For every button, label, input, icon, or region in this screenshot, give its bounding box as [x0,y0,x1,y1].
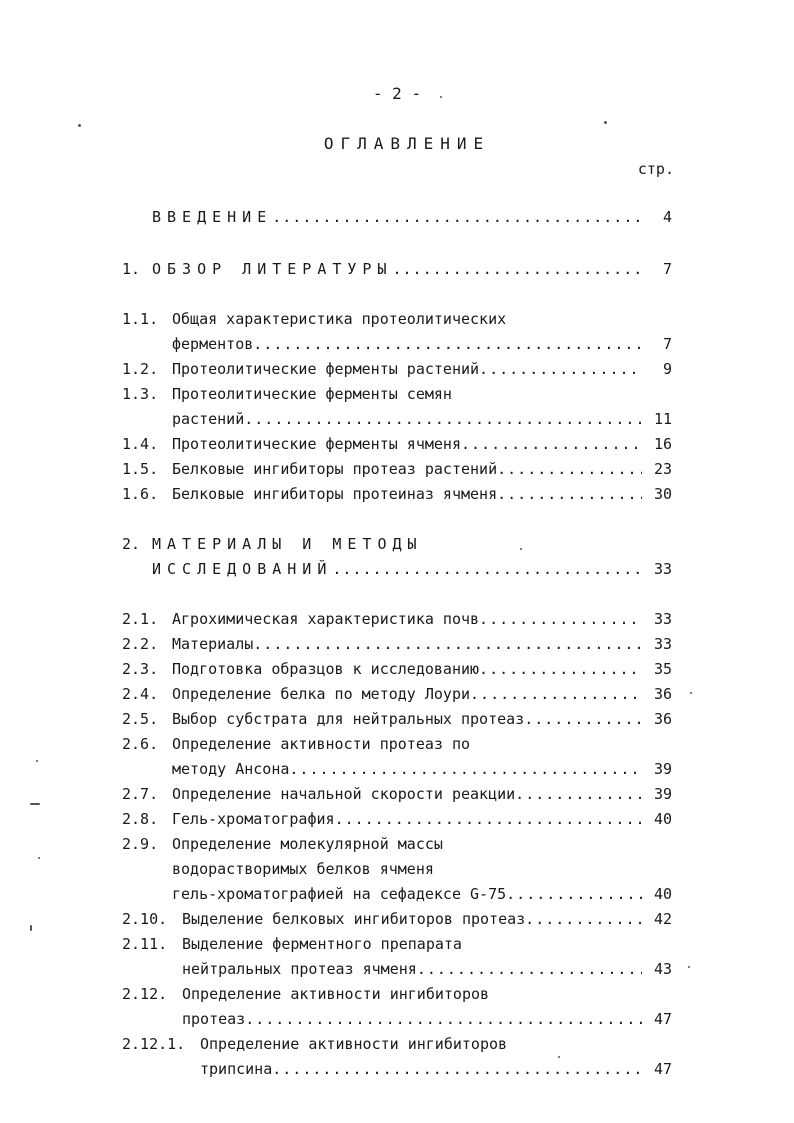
toc-entry-2-10 [0,908,794,930]
toc-entry-page: 33 [653,560,672,578]
toc-entry-2-12-1 [0,1033,794,1055]
toc-entry-number: 2.5. [122,710,159,728]
toc-entry-text-cont: водорастворимых белков ячменя [172,860,434,878]
toc-entry-page: 39 [653,785,672,803]
toc-entry-page: 36 [653,685,672,703]
toc-entry-text: Выделение белковых ингибиторов протеаз [182,910,526,928]
toc-entry-text: Определение активности ингибиторов [200,1035,508,1053]
toc-entry-number: 2.2. [122,635,159,653]
toc-entry-2-4 [0,683,794,705]
toc-entry-2-2 [0,633,794,655]
toc-entry-text-cont: ферментов [172,335,254,353]
toc-entry-text: Определение молекулярной массы [172,835,443,853]
toc-entry-2-3 [0,658,794,680]
toc-entry-text: Определение активности ингибиторов [182,985,490,1003]
toc-entry-text: Протеолитические ферменты ячменя [172,435,461,453]
toc-entry-number: 2.9. [122,835,159,853]
toc-entry-page: 47 [653,1010,672,1028]
scan-speck [688,966,690,968]
scan-speck [558,1056,560,1058]
toc-entry-number: 1.6. [122,485,159,503]
toc-entry-text: Общая характеристика протеолитических [172,310,507,328]
toc-entry-1-1 [0,308,794,330]
toc-entry-text-cont2: гель-хроматографией на сефадексе G-75 [172,885,507,903]
toc-entry-2-11-cont [0,958,794,980]
toc-entry-text: Протеолитические ферменты растений [172,360,480,378]
toc-entry-number: 2.12. [122,985,168,1003]
toc-entry-text: Подготовка образцов к исследованию [172,660,480,678]
toc-entry-2-6-cont [0,758,794,780]
toc-entry-1-2 [0,358,794,380]
toc-entry-number: 1. [122,260,141,278]
toc-entry-text: Агрохимическая характеристика почв [172,610,480,628]
scan-speck [78,124,81,127]
toc-entry-text: ВВЕДЕНИЕ [152,208,273,226]
toc-entry-text-cont: трипсина [200,1060,273,1078]
toc-entry-1-4 [0,433,794,455]
toc-entry-number: 1.4. [122,435,159,453]
toc-entry-2-12-1-cont [0,1058,794,1080]
toc-entry-page: 47 [653,1060,672,1078]
toc-entry-number: 1.1. [122,310,159,328]
toc-entry-text-cont: протеаз [182,1010,246,1028]
scan-speck [36,760,38,762]
toc-entry-2-12 [0,983,794,1005]
toc-entry-text: Определение белка по методу Лоури [172,685,471,703]
toc-entry-text: Определение начальной скорости реакции [172,785,516,803]
toc-entry-number: 2.7. [122,785,159,803]
page-number: - 2 - [372,84,422,103]
toc-entry-text: Выделение ферментного препарата [182,935,462,953]
scan-speck [690,692,692,694]
toc-entry-2-12-cont [0,1008,794,1030]
toc-entry-2-6 [0,733,794,755]
toc-entry-1 [0,258,794,280]
toc-entry-page: 35 [653,660,672,678]
scan-speck [38,857,40,859]
toc-entry-page: 39 [653,760,672,778]
toc-entry-number: 2.4. [122,685,159,703]
toc-entry-page: 33 [653,610,672,628]
page-column-label: стр. [637,160,674,178]
toc-entry-page: 23 [653,460,672,478]
toc-entry-2-9-cont [0,858,794,880]
toc-entry-text: Протеолитические ферменты семян [172,385,452,403]
toc-entry-2-8 [0,808,794,830]
toc-entry-2-11 [0,933,794,955]
toc-entry-2 [0,533,794,555]
toc-entry-page: 9 [662,360,672,378]
toc-entry-text: Определение активности протеаз по [172,735,471,753]
toc-entry-number: 2.10. [122,910,168,928]
toc-entry-page: 40 [653,885,672,903]
toc-entry-2-9 [0,833,794,855]
scan-speck [604,121,607,124]
toc-entry-text: МАТЕРИАЛЫ И МЕТОДЫ [152,535,423,553]
toc-entry-text-cont: методу Ансона [172,760,290,778]
scan-speck [520,548,522,550]
toc-entry-number: 2.12.1. [122,1035,186,1053]
toc-entry-text: Выбор субстрата для нейтральных протеаз [172,710,525,728]
toc-entry-1-3-cont [0,408,794,430]
toc-entry-text-cont: растений [172,410,245,428]
toc-entry-text-cont: ИССЛЕДОВАНИЙ [152,560,333,578]
toc-entry-2-5 [0,708,794,730]
toc-entry-number: 1.2. [122,360,159,378]
toc-entry-number: 1.5. [122,460,159,478]
toc-entry-number: 2.1. [122,610,159,628]
toc-entry-number: 2.3. [122,660,159,678]
toc-entry-page: 11 [653,410,672,428]
toc-entry-number: 2.8. [122,810,159,828]
toc-entry-page: 43 [653,960,672,978]
toc-entry-page: 7 [662,260,672,278]
toc-entry-page: 30 [653,485,672,503]
toc-entry-page: 16 [653,435,672,453]
toc-entry-text: ОБЗОР ЛИТЕРАТУРЫ [152,260,393,278]
scan-speck [440,96,442,98]
toc-entry-2-7 [0,783,794,805]
scan-speck [30,803,40,805]
toc-entry-text: Материалы [172,635,254,653]
toc-entry-text: Белковые ингибиторы протеиназ ячменя [172,485,498,503]
toc-entry-text: Белковые ингибиторы протеаз растений [172,460,498,478]
toc-entry-2-cont [0,558,794,580]
toc-entry-text-cont: нейтральных протеаз ячменя [182,960,417,978]
toc-entry-number: 1.3. [122,385,159,403]
toc-entry-2-9-cont2 [0,883,794,905]
toc-entry-1-3 [0,383,794,405]
toc-entry-2-1 [0,608,794,630]
toc-entry-text: Гель-хроматография [172,810,335,828]
toc-entry-page: 7 [662,335,672,353]
toc-entry-page: 4 [662,208,672,226]
scan-speck [30,925,32,931]
toc-entry-intro [0,206,794,228]
toc-entry-1-5 [0,458,794,480]
toc-title: ОГЛАВЛЕНИЕ [323,134,491,153]
toc-entry-number: 2. [122,535,141,553]
toc-entry-number: 2.11. [122,935,168,953]
toc-entry-page: 33 [653,635,672,653]
toc-entry-page: 40 [653,810,672,828]
toc-entry-1-1-cont [0,333,794,355]
toc-entry-page: 36 [653,710,672,728]
toc-entry-number: 2.6. [122,735,159,753]
toc-entry-1-6 [0,483,794,505]
toc-entry-page: 42 [653,910,672,928]
